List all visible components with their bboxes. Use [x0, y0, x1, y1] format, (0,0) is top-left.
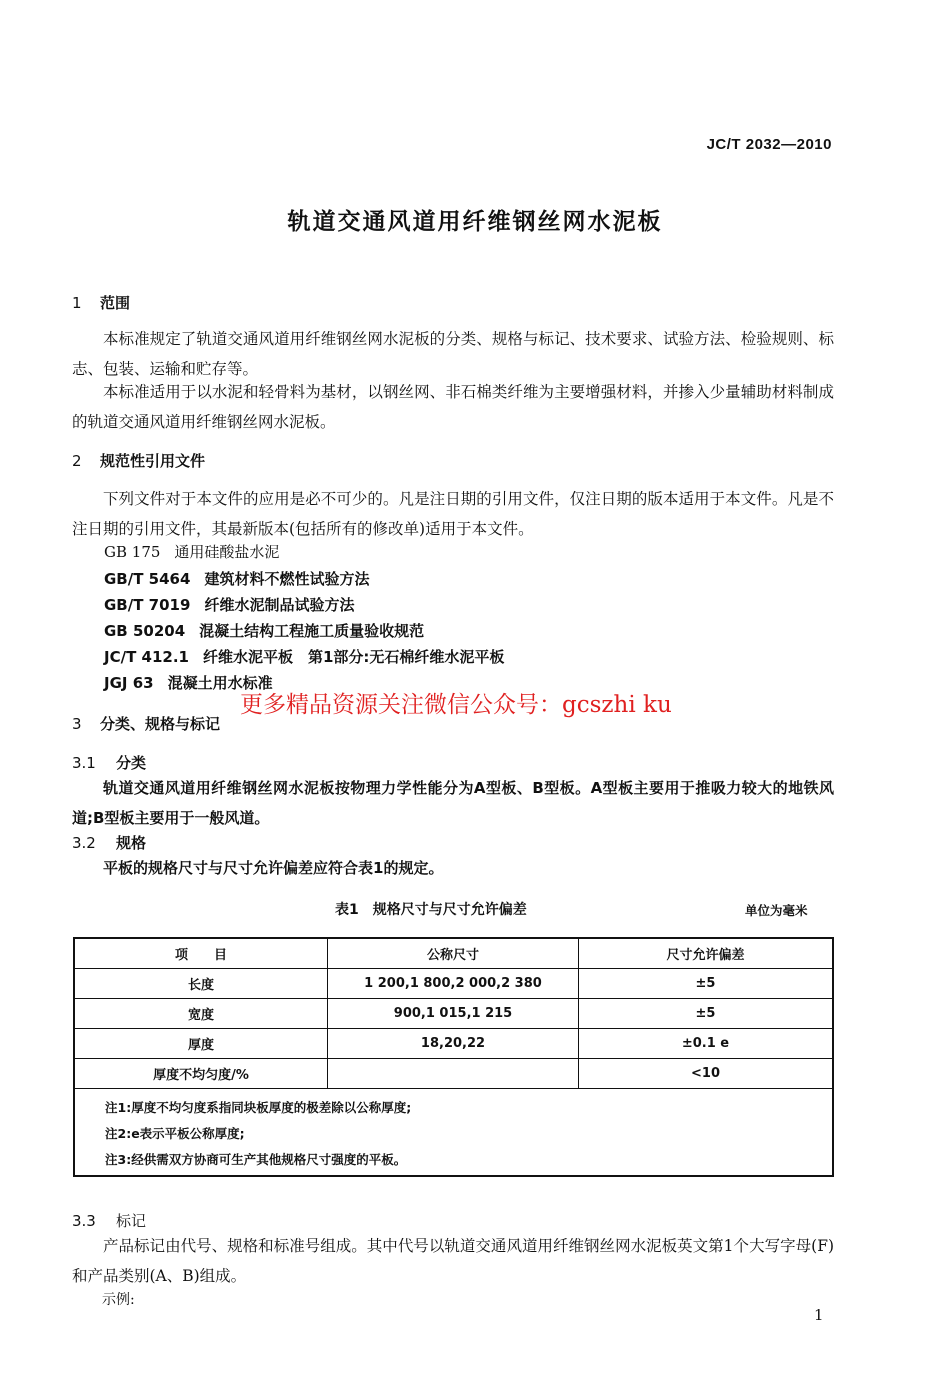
- table-row: [75, 1029, 832, 1059]
- section-number: 3.2: [72, 834, 96, 852]
- section-title: 分类: [116, 754, 147, 772]
- section-title: 规格: [116, 834, 147, 852]
- section-3-2-paragraph: 平板的规格尺寸与尺寸允许偏差应符合表1的规定。: [103, 859, 444, 877]
- table-cell: <10: [579, 1059, 833, 1089]
- table-row: [75, 999, 832, 1029]
- section-title: 分类、规格与标记: [100, 715, 221, 733]
- reference-code: JGJ 63: [104, 674, 154, 692]
- reference-title: 建筑材料不燃性试验方法: [204, 570, 370, 588]
- reference-title: 混凝土用水标准: [167, 674, 273, 692]
- standard-code: JC/T 2032—2010: [706, 136, 832, 153]
- example-label: 示例:: [102, 1292, 135, 1308]
- table-cell: [328, 1059, 579, 1089]
- table-cell: 1 200,1 800,2 000,2 380: [328, 969, 579, 999]
- reference-item: [104, 620, 424, 641]
- section-1-paragraph-2: 本标准适用于以水泥和轻骨料为基材，以钢丝网、非石棉类纤维为主要增强材料，并掺入少量辅助材料制成的轨道交通风道用纤维钢丝网水泥板。: [72, 383, 834, 431]
- section-3-3-heading: [72, 1210, 146, 1231]
- table-note: 注2:e表示平板公称厚度;: [105, 1126, 245, 1141]
- section-2-heading: [72, 450, 205, 471]
- table-note: 注1:厚度不均匀度系指同块板厚度的极差除以公称厚度;: [105, 1100, 412, 1115]
- table-header-cell: 项 目: [75, 939, 328, 969]
- section-3-1-paragraph: 轨道交通风道用纤维钢丝网水泥板按物理力学性能分为A型板、B型板。A型板主要用于推吸力较大的地铁风道;B型板主要用于一般风道。: [72, 779, 834, 827]
- table-unit: 单位为毫米: [745, 903, 808, 918]
- watermark-text: 更多精品资源关注微信公众号：gcszhi ku: [240, 692, 672, 718]
- table-row: [75, 1059, 832, 1089]
- page-number: 1: [814, 1306, 824, 1324]
- table-cell: 厚度: [75, 1029, 328, 1059]
- table-cell: 宽度: [75, 999, 328, 1029]
- section-3-heading: [72, 713, 220, 734]
- reference-item: [104, 646, 504, 667]
- reference-title: 纤维水泥制品试验方法: [204, 596, 355, 614]
- table-cell: 厚度不均匀度/%: [75, 1059, 328, 1089]
- section-number: 3: [72, 715, 82, 733]
- reference-title: 混凝土结构工程施工质量验收规范: [199, 622, 425, 640]
- table-cell: ±5: [579, 969, 833, 999]
- reference-code: GB 175: [104, 543, 161, 561]
- table-header-row: [75, 939, 832, 969]
- table-note: 注3:经供需双方协商可生产其他规格尺寸强度的平板。: [105, 1152, 407, 1167]
- table-cell: ±0.1 e: [579, 1029, 833, 1059]
- section-title: 规范性引用文件: [100, 452, 206, 470]
- reference-item: [104, 594, 354, 615]
- table-caption: 表1 规格尺寸与尺寸允许偏差: [335, 902, 527, 918]
- reference-title: 纤维水泥平板 第1部分:无石棉纤维水泥平板: [202, 648, 505, 666]
- reference-code: JC/T 412.1: [104, 648, 189, 666]
- reference-title: 通用硅酸盐水泥: [174, 543, 280, 561]
- section-title: 范围: [100, 294, 131, 312]
- reference-code: GB/T 5464: [104, 570, 191, 588]
- reference-item: [104, 568, 369, 589]
- document-title: 轨道交通风道用纤维钢丝网水泥板: [287, 209, 663, 235]
- spec-table-grid: [75, 939, 832, 1089]
- section-number: 3.1: [72, 754, 96, 772]
- reference-code: GB/T 7019: [104, 596, 191, 614]
- section-2-paragraph: 下列文件对于本文件的应用是必不可少的。凡是注日期的引用文件，仅注日期的版本适用于本文件。凡是不注日期的引用文件，其最新版本(包括所有的修改单)适用于本文件。: [72, 490, 834, 538]
- section-3-2-heading: [72, 832, 146, 853]
- reference-code: GB 50204: [104, 622, 186, 640]
- section-3-1-heading: [72, 752, 146, 773]
- table-notes: [75, 1089, 832, 1173]
- section-1-paragraph-1: 本标准规定了轨道交通风道用纤维钢丝网水泥板的分类、规格与标记、技术要求、试验方法、检验规则、标志、包装、运输和贮存等。: [72, 330, 834, 378]
- section-number: 3.3: [72, 1212, 96, 1230]
- section-title: 标记: [116, 1212, 147, 1230]
- table-cell: 长度: [75, 969, 328, 999]
- table-cell: 18,20,22: [328, 1029, 579, 1059]
- section-number: 2: [72, 452, 82, 470]
- section-number: 1: [72, 294, 82, 312]
- table-header-cell: 公称尺寸: [328, 939, 579, 969]
- table-cell: 900,1 015,1 215: [328, 999, 579, 1029]
- reference-item: [104, 541, 279, 562]
- spec-table: [73, 937, 834, 1177]
- table-cell: ±5: [579, 999, 833, 1029]
- section-1-heading: [72, 292, 130, 313]
- table-header-cell: 尺寸允许偏差: [579, 939, 833, 969]
- section-3-3-paragraph: 产品标记由代号、规格和标准号组成。其中代号以轨道交通风道用纤维钢丝网水泥板英文第1个大写字母(F)和产品类别(A、B)组成。: [72, 1237, 834, 1285]
- table-row: [75, 969, 832, 999]
